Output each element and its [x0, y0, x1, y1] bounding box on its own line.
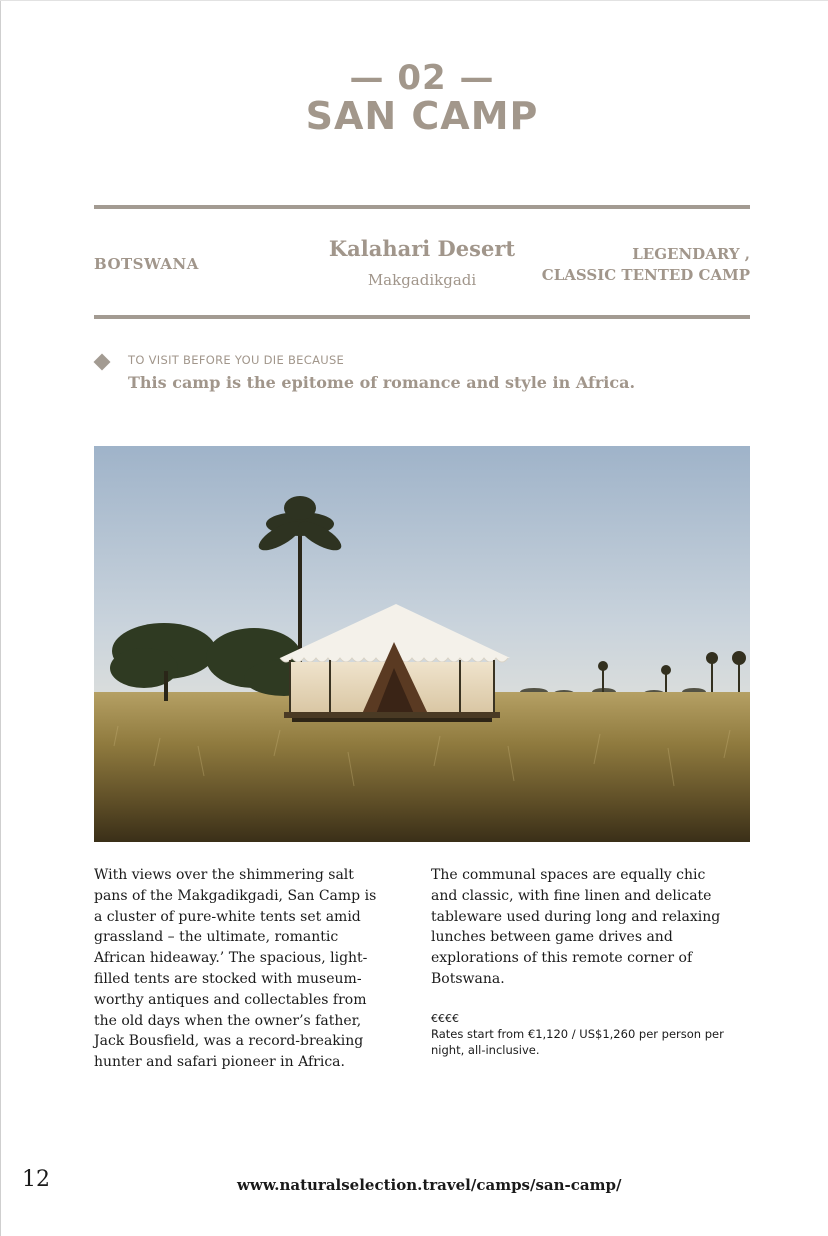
divider-top: [94, 205, 750, 209]
country-label: BOTSWANA: [94, 255, 199, 273]
body-line: lunches between game drives and: [431, 929, 673, 946]
page-number: 12: [22, 1167, 50, 1192]
body-line: Botswana.: [431, 970, 505, 987]
page-edge-top: [0, 0, 828, 1]
body-line: explorations of this remote corner of: [431, 950, 693, 967]
body-line: The communal spaces are equally chic: [431, 867, 706, 883]
subregion-label: Makgadikgadi: [367, 271, 477, 289]
camp-type-line: CLASSIC TENTED CAMP: [541, 266, 750, 284]
rates-line: night, all-inclusive.: [431, 1043, 540, 1057]
body-line: filled tents are stocked with museum-: [94, 970, 362, 987]
body-text-right: [431, 865, 731, 990]
body-line: pans of the Makgadikgadi, San Camp is: [94, 887, 377, 904]
body-line: Jack Bousfield, was a record-breaking: [94, 1033, 364, 1050]
rates-text: [431, 1026, 741, 1058]
camp-type: [542, 244, 750, 286]
body-line: a cluster of pure-white tents set amid: [94, 908, 361, 925]
body-line: African hideaway.’ The spacious, light-: [94, 950, 368, 967]
body-line: worthy antiques and collectables from: [94, 991, 367, 1008]
page-title: SAN CAMP: [305, 94, 539, 138]
divider-bottom: [94, 315, 750, 319]
body-text-left: [94, 865, 384, 1073]
body-line: grassland – the ultimate, romantic: [94, 929, 339, 946]
camp-photo: [94, 446, 750, 842]
diamond-icon: [94, 354, 111, 371]
region-label: Kalahari Desert: [328, 236, 516, 261]
page-edge: [0, 0, 1, 1236]
visit-label: TO VISIT BEFORE YOU DIE BECAUSE: [128, 353, 345, 367]
rates-line: Rates start from €1,120 / US$1,260 per person per: [431, 1027, 724, 1041]
camp-type-line: LEGENDARY ,: [632, 245, 750, 263]
body-line: tableware used during long and relaxing: [431, 908, 721, 925]
visit-reason: This camp is the epitome of romance and style in Africa.: [128, 373, 636, 392]
camp-number: — 02 —: [349, 58, 495, 98]
camp-url-link[interactable]: www.naturalselection.travel/camps/san-camp/: [237, 1176, 622, 1194]
body-line: the old days when the owner’s father,: [94, 1012, 362, 1029]
price-level: €€€€: [431, 1012, 459, 1025]
body-line: hunter and safari pioneer in Africa.: [94, 1054, 345, 1071]
body-line: With views over the shimmering salt: [94, 867, 354, 883]
body-line: and classic, with fine linen and delicate: [431, 887, 712, 904]
